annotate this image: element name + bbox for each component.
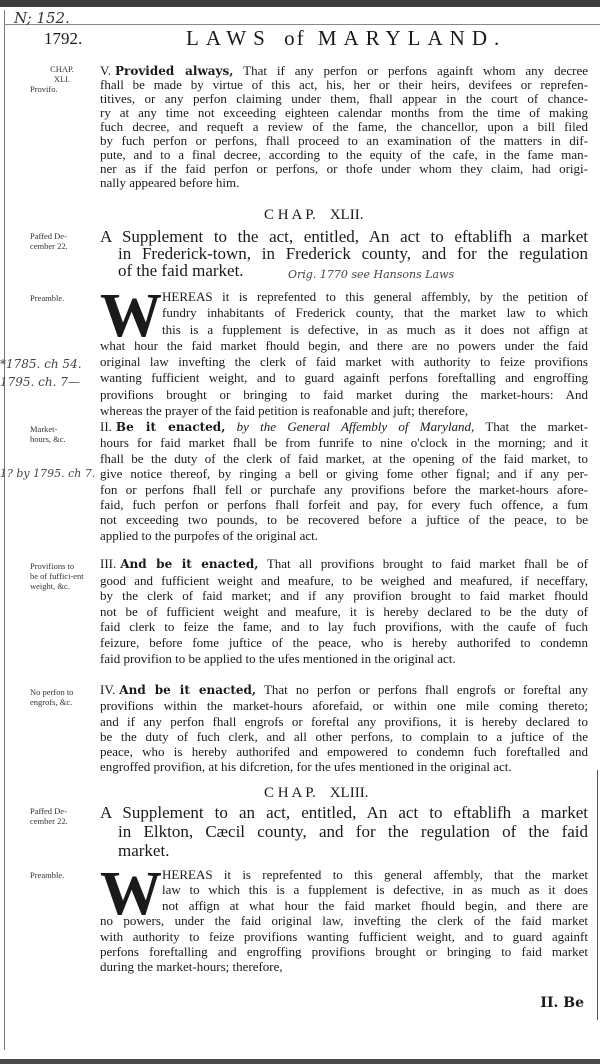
section-ii — [100, 419, 588, 543]
preamble — [100, 282, 588, 419]
text-line: law to which this is a fupplement is defective, in as much as it does — [162, 882, 588, 898]
handwritten-annotation: 1795. ch. 7— — [0, 375, 80, 389]
handwritten-annotation: 1? by 1795. ch 7. — [0, 467, 96, 480]
margin-note-proviso: Provifo. — [30, 84, 58, 94]
title-line: A Supplement to the act, entitled, An act to eftablifh a market — [100, 227, 588, 246]
drop-cap-letter: W — [100, 860, 162, 928]
text-line: be the duty of fuch clerk, and all other perfons, to complain to a juftice of the — [100, 728, 588, 744]
catchword — [540, 995, 584, 1012]
running-title — [186, 26, 506, 51]
header-rule — [4, 24, 600, 25]
handwritten-folio-number: N; 152. — [14, 9, 70, 27]
text-line: HEREAS it is reprefented to this general affembly, by the petition of — [162, 289, 588, 304]
margin-note-preamble: Preamble. — [30, 293, 65, 303]
section-first-line — [100, 556, 588, 573]
text-line: with authority to feize provifions wanting fufficient weight, and to guard againft — [100, 928, 588, 944]
text-line: titives, or any perfon claiming under them, fhall appear in the court of chance- — [100, 91, 588, 106]
margin-note-no-person: No perfon to engrofs, &c. — [30, 687, 74, 707]
chapter-heading — [264, 785, 368, 802]
chapter-number: XLIII. — [329, 785, 369, 801]
section-number: V. — [100, 63, 111, 78]
text-line: and if any perfon fhall engrofs or foreftal any provifions, it is hereby declared to — [100, 713, 588, 729]
text-line: not exceeding two pounds, to be recovered before a juftice of the peace, to be — [100, 512, 588, 528]
section-enacting-phrase: And be it enacted, — [120, 557, 259, 571]
text-line: perfons foreftalling and engroffing provifions brought or bringing to faid market — [100, 944, 588, 960]
margin-note-chapter — [30, 64, 94, 84]
text-line: That if any perfon or perfons againft whom any decree — [243, 63, 588, 78]
text-line: hours for faid market fhall be from funrife to nine o'clock in the morning; and it — [100, 435, 588, 451]
text-line: this is a fupplement is defective, in as much as it does not affign at — [162, 321, 588, 337]
text-line: applied to the purpofes of the original act. — [100, 527, 319, 543]
title-line: in Frederick-town, in Frederick county, and for the regulation — [118, 244, 588, 263]
text-line: fon or perfons fhall fell or purchafe any provifions before the market-hours afore- — [100, 481, 588, 497]
text-line: no powers, under the faid original law, invefting the clerk of the faid market — [100, 913, 588, 929]
text-line: HEREAS it is reprefented to this general affembly, that the market — [162, 867, 588, 882]
text-line: original law invefting the clerk of faid market with authority to feize provifions — [100, 354, 588, 370]
margin-note-chap: CHAP. — [50, 64, 74, 74]
section-first-line — [100, 419, 588, 435]
text-line: ner as if the faid perfon or perfons, or thofe under whom they claim, had origi- — [100, 161, 588, 176]
margin-note-market-hours: Market-hours, &c. — [30, 424, 66, 444]
section-number: III. — [100, 556, 117, 571]
text-line: by the clerk of faid market; and if any provifion brought to faid market fhould — [100, 588, 588, 604]
section-first-line — [100, 64, 588, 78]
margin-note-chap-number: XLI. — [53, 74, 71, 84]
section-enacting-phrase: Be it enacted, — [115, 420, 226, 434]
text-line: provifions brought or bringing to faid market during the market-hours: And — [100, 386, 588, 402]
section-iii — [100, 556, 588, 666]
text-line: good and fufficient weight and meafure, to be weighed and meafured, if neceffary, — [100, 572, 588, 588]
page-year: 1792. — [44, 29, 83, 48]
section-v — [100, 64, 588, 190]
chapter-heading — [264, 207, 363, 224]
running-title-laws: LAWS — [186, 26, 272, 50]
text-line: whereas the prayer of the faid petition is reafonable and juft; therefore, — [100, 403, 469, 419]
margin-note-provisions: Provifions to be of fuffici-ent weight, &c. — [30, 561, 84, 591]
page-left-edge — [4, 10, 5, 1050]
scan-top-edge — [0, 0, 600, 7]
text-line: peace, who is hereby authorifed and empowered to condemn fuch foreftalled and — [100, 744, 588, 760]
text-line: fhall be made by virtue of this act, his, her or their heirs, devifees or reprefen- — [100, 77, 588, 92]
text-line: ry at any time not exceeding eighteen calendar months from the time of making — [100, 105, 588, 120]
drop-cap-letter: W — [100, 282, 162, 350]
text-line: That all provifions brought to faid market fhall be of — [266, 556, 588, 571]
page-right-edge — [597, 770, 598, 1020]
chapter-label: C H A P. — [264, 207, 316, 223]
title-line: market. — [118, 841, 170, 860]
handwritten-annotation: Orig. 1770 see Hansons Laws — [288, 268, 455, 281]
margin-note-preamble: Preamble. — [30, 870, 65, 880]
chapter-label: C H A P. — [264, 785, 316, 801]
text-line: That the market- — [485, 419, 588, 434]
title-line: A Supplement to an act, entitled, An act to eftablifh a market — [100, 803, 588, 822]
catchword-text: II. Be — [540, 995, 584, 1011]
section-enacting-phrase: And be it enacted, — [119, 683, 257, 697]
text-line: provifions within the market-hours aforefaid, or within one mile coming thereto; — [100, 698, 588, 714]
text-line: by fuch perfon or perfons, fhall proceed to an examination of the matters in dif- — [100, 133, 588, 148]
chapter-number: XLII. — [329, 207, 364, 223]
text-line: That no perfon or perfons fhall engrofs or foreftal any — [263, 682, 588, 697]
text-line: fundry inhabitants of Frederick county, that the market law to which — [162, 305, 588, 321]
running-title-maryland: MARYLAND. — [317, 26, 507, 50]
section-first-line — [100, 682, 588, 698]
running-title-of: of — [284, 26, 306, 50]
margin-note-passed: Paffed De-cember 22. — [30, 231, 68, 251]
text-line: not affign at what hour the faid market fhould begin, and there are — [162, 897, 588, 913]
margin-note-passed: Paffed De-cember 22. — [30, 806, 68, 826]
text-line: fhall be the duty of the clerk of faid market, at the opening of the faid market, to — [100, 450, 588, 466]
section-number: IV. — [100, 682, 116, 697]
text-line: give notice thereof, by ringing a bell or giving fome other fignal; and if any per- — [100, 466, 588, 482]
chapter-title — [100, 803, 588, 860]
text-line: pute, and to a final decree, according to the equity of the cafe, in the fame man- — [100, 147, 588, 162]
section-number: II. — [100, 419, 112, 434]
text-line: nally appeared before him. — [100, 175, 240, 190]
text-line: what hour the faid market fhould begin, and there are no powers under the faid — [100, 337, 588, 353]
section-iv — [100, 682, 588, 775]
text-line: wanting fufficient weight, and to guard againft perfons foreftalling and engroffing — [100, 370, 588, 386]
text-line: faid, fuch perfon or perfons fhall forfeit and pay, for every fuch offence, a fum — [100, 497, 588, 513]
italic-text: by the General Affembly of Maryland, — [236, 419, 475, 434]
text-line: fuch decree, and requeft a review of the fame, the chancellor, upon a bill filed — [100, 119, 588, 134]
chapter-title — [100, 228, 588, 279]
text-line: during the market-hours; therefore, — [100, 959, 283, 975]
title-line: of the faid market. — [118, 261, 244, 280]
title-line: in Elkton, Cæcil county, and for the regulation of the faid — [118, 822, 588, 841]
preamble — [100, 860, 588, 975]
text-line: feizure, before fome juftice of the peace, who is hereby authorifed to condemn — [100, 634, 588, 650]
handwritten-annotation: *1785. ch 54. — [0, 357, 82, 371]
scan-bottom-edge — [0, 1059, 600, 1064]
text-line: engroffed provifion, at his difcretion, for the ufes mentioned in the original act. — [100, 759, 512, 775]
text-line: faid provifion to be applied to the ufes mentioned in the original act. — [100, 650, 456, 666]
text-line: faid clerk to feize the fame, and to lay fuch provifions, with the caufe of fuch — [100, 619, 588, 635]
text-line: not be of fufficient weight and meafure, it is hereby declared to be the duty of — [100, 603, 588, 619]
section-enacting-phrase: Provided always, — [114, 64, 234, 78]
